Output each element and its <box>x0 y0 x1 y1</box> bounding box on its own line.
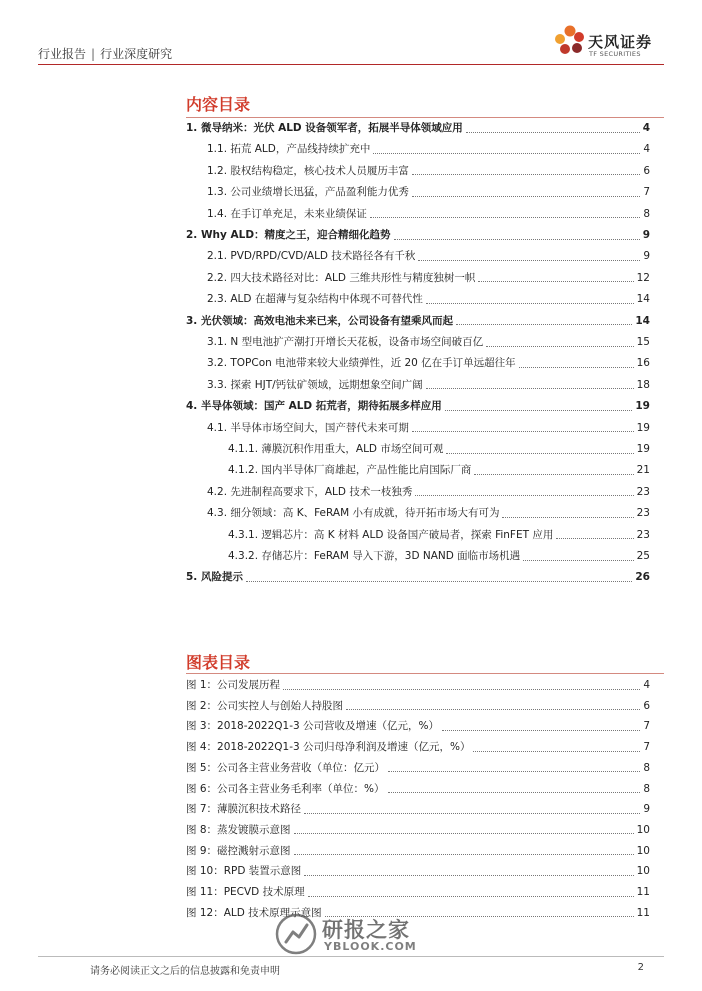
figure-entry-title: 图 9：磁控溅射示意图 <box>186 844 291 857</box>
toc-leader-dots <box>415 495 633 496</box>
figure-entry[interactable] <box>186 863 650 879</box>
toc-entry[interactable] <box>228 462 650 478</box>
figure-entry-page: 7 <box>643 741 650 754</box>
toc-entry-page: 19 <box>635 400 650 413</box>
toc-entry[interactable] <box>186 398 650 414</box>
toc-entry-title: 1.2. 股权结构稳定，核心技术人员履历丰富 <box>207 164 409 177</box>
site-watermark <box>274 912 464 958</box>
toc-entry-page: 8 <box>643 207 650 220</box>
toc-entry[interactable] <box>207 248 650 264</box>
toc-entry-page: 21 <box>636 464 650 477</box>
toc-entry-page: 23 <box>636 485 650 498</box>
toc-entry[interactable] <box>207 334 650 350</box>
figure-entry-page: 10 <box>636 823 650 836</box>
toc-leader-dots <box>446 453 633 454</box>
toc-entry[interactable] <box>207 141 650 157</box>
figure-entry-page: 4 <box>643 679 650 691</box>
toc-entry[interactable] <box>228 548 650 564</box>
figure-entry-title: 图 7：薄膜沉积技术路径 <box>186 803 302 816</box>
toc-entry[interactable] <box>207 270 650 286</box>
toc-leader-dots <box>556 538 633 539</box>
figure-entry[interactable] <box>186 698 650 714</box>
toc-entry-title: 3.3. 探索 HJT/钙钛矿领域，远期想象空间广阔 <box>207 378 423 391</box>
toc-entry-page: 25 <box>636 550 650 562</box>
footer-rule <box>38 956 664 957</box>
figure-entry[interactable] <box>186 822 650 838</box>
watermark-logo-icon <box>274 912 318 956</box>
toc-leader-dots <box>456 324 632 325</box>
figure-leader-dots <box>388 771 640 772</box>
toc-entry[interactable] <box>207 206 650 222</box>
figure-entry-page: 11 <box>636 906 650 919</box>
toc-leader-dots <box>466 132 640 133</box>
toc-entry-title: 5. 风险提示 <box>186 571 243 584</box>
toc-entry[interactable] <box>207 184 650 200</box>
toc-entry-title: 4. 半导体领域：国产 ALD 拓荒者，期待拓展多样应用 <box>186 400 442 413</box>
toc-entry[interactable] <box>186 313 650 329</box>
report-subtype-label: 行业深度研究 <box>100 47 173 61</box>
toc-leader-dots <box>412 431 634 432</box>
toc-leader-dots <box>370 217 640 218</box>
header-separator: | <box>91 47 96 61</box>
toc-entry[interactable] <box>186 227 650 243</box>
toc-leader-dots <box>394 239 640 240</box>
toc-entry-page: 4 <box>642 122 650 134</box>
toc-entry-title: 1.3. 公司业绩增长迅猛，产品盈利能力优秀 <box>207 186 409 199</box>
toc-leader-dots <box>478 281 633 282</box>
toc-entry[interactable] <box>207 377 650 393</box>
toc-entry[interactable] <box>207 484 650 500</box>
figure-entry-title: 图 12：ALD 技术原理示意图 <box>186 906 322 919</box>
toc-entry-page: 26 <box>635 571 650 584</box>
figure-entry-title: 图 3：2018-2022Q1-3 公司营收及增速（亿元，%） <box>186 720 439 733</box>
toc-entry[interactable] <box>186 569 650 585</box>
toc-entry-page: 6 <box>643 164 650 177</box>
toc-leader-dots <box>412 196 640 197</box>
figure-entry-page: 8 <box>643 782 650 795</box>
toc-entry[interactable] <box>207 163 650 179</box>
toc-leader-dots <box>426 388 634 389</box>
figure-entry-page: 10 <box>636 844 650 857</box>
figure-entry[interactable] <box>186 801 650 817</box>
toc-entry-title: 1. 微导纳米：光伏 ALD 设备领军者，拓展半导体领域应用 <box>186 122 463 134</box>
figure-leader-dots <box>304 813 640 814</box>
toc-title-rule <box>186 117 664 118</box>
toc-entry-page: 14 <box>635 314 650 327</box>
toc-entry[interactable] <box>228 527 650 543</box>
toc-entry-page: 7 <box>643 186 650 199</box>
toc-entry-title: 2.2. 四大技术路径对比：ALD 三维共形性与精度独树一帜 <box>207 271 476 284</box>
toc-entry-page: 12 <box>636 271 650 284</box>
toc-entry[interactable] <box>207 505 650 521</box>
figure-entry[interactable] <box>186 760 650 776</box>
figure-leader-dots <box>294 833 634 834</box>
figure-leader-dots <box>388 792 641 793</box>
toc-entry-title: 3. 光伏领域：高效电池未来已来，公司设备有望乘风而起 <box>186 314 453 327</box>
figure-entry-title: 图 6：公司各主营业务毛利率（单位：%） <box>186 782 385 795</box>
watermark-text: 研报之家 <box>322 918 410 942</box>
toc-entry-page: 19 <box>636 421 650 434</box>
toc-entry-title: 1.1. 拓荒 ALD，产品线持续扩充中 <box>207 143 371 156</box>
figure-entry-page: 8 <box>643 761 650 774</box>
toc-leader-dots <box>486 346 634 347</box>
figure-list-title-rule <box>186 673 664 674</box>
toc-entry-page: 23 <box>636 528 650 541</box>
toc-title: 内容目录 <box>186 95 251 114</box>
logo-flower-icon <box>552 22 588 62</box>
toc-entry-title: 4.1.1. 薄膜沉积作用重大，ALD 市场空间可观 <box>228 443 444 455</box>
toc-leader-dots <box>418 260 640 261</box>
figure-entry-title: 图 2：公司实控人与创始人持股图 <box>186 699 344 712</box>
toc-entry-page: 15 <box>636 336 650 348</box>
toc-entry-page: 18 <box>636 378 650 391</box>
toc-leader-dots <box>502 517 633 518</box>
toc-entry-page: 4 <box>643 143 650 156</box>
figure-leader-dots <box>304 875 633 876</box>
figure-entry-page: 11 <box>636 886 650 898</box>
toc-entry-page: 9 <box>643 250 650 263</box>
figure-entry[interactable] <box>186 781 650 797</box>
toc-entry[interactable] <box>228 441 650 457</box>
figure-entry[interactable] <box>186 718 650 734</box>
toc-entry[interactable] <box>207 291 650 307</box>
toc-entry-title: 4.2. 先进制程高要求下，ALD 技术一枝独秀 <box>207 485 413 498</box>
toc-entry-title: 2.3. ALD 在超薄与复杂结构中体现不可替代性 <box>207 293 423 306</box>
footer-disclaimer: 请务必阅读正文之后的信息披露和免责申明 <box>90 966 280 977</box>
figure-entry-page: 10 <box>636 865 650 878</box>
toc-leader-dots <box>474 474 633 475</box>
figure-leader-dots <box>283 689 640 690</box>
toc-entry-title: 4.3.1. 逻辑芯片：高 K 材料 ALD 设备国产破局者，探索 FinFET 应用 <box>228 528 554 541</box>
toc-leader-dots <box>523 560 633 561</box>
figure-leader-dots <box>346 709 640 710</box>
toc-entry-title: 3.1. N 型电池扩产潮打开增长天花板，设备市场空间破百亿 <box>207 336 484 348</box>
toc-entry[interactable] <box>186 120 650 136</box>
figure-entry-title: 图 11：PECVD 技术原理 <box>186 886 305 898</box>
figure-list-title: 图表目录 <box>186 653 251 672</box>
figure-entry-title: 图 5：公司各主营业务营收（单位：亿元） <box>186 761 386 774</box>
toc-entry[interactable] <box>207 355 650 371</box>
toc-leader-dots <box>445 410 633 411</box>
toc-entry-title: 2.1. PVD/RPD/CVD/ALD 技术路径各有千秋 <box>207 250 416 263</box>
watermark-url: YBLOOK.COM <box>324 940 417 953</box>
toc-entry-title: 4.3.2. 存储芯片：FeRAM 导入下游，3D NAND 面临市场机遇 <box>228 550 521 562</box>
figure-entry-page: 9 <box>643 803 650 816</box>
toc-entry-title: 1.4. 在手订单充足，未来业绩保证 <box>207 207 367 220</box>
toc-entry-title: 4.3. 细分领域：高 K、FeRAM 小有成就，待开拓市场大有可为 <box>207 507 500 520</box>
toc-leader-dots <box>519 367 634 368</box>
toc-leader-dots <box>246 581 632 582</box>
figure-leader-dots <box>308 896 634 897</box>
toc-leader-dots <box>412 174 640 175</box>
toc-leader-dots <box>426 303 634 304</box>
toc-entry-page: 19 <box>636 443 650 455</box>
figure-entry-title: 图 1：公司发展历程 <box>186 679 281 691</box>
figure-entry-page: 7 <box>643 720 650 733</box>
figure-entry[interactable] <box>186 739 650 755</box>
report-type-label: 行业报告 <box>38 47 87 61</box>
figure-leader-dots <box>294 854 634 855</box>
logo-brand-name: 天风证券 <box>588 33 653 51</box>
toc-entry-page: 14 <box>636 293 650 306</box>
figure-leader-dots <box>442 730 640 731</box>
figure-entry[interactable] <box>186 677 650 693</box>
toc-entry-page: 16 <box>636 357 650 370</box>
toc-entry-page: 23 <box>636 507 650 520</box>
toc-entry[interactable] <box>207 420 650 436</box>
figure-entry-title: 图 10：RPD 装置示意图 <box>186 865 302 878</box>
logo-brand-sub: TF SECURITIES <box>589 50 641 58</box>
figure-entry[interactable] <box>186 843 650 859</box>
figure-leader-dots <box>473 751 640 752</box>
figure-entry[interactable] <box>186 884 650 900</box>
figure-entry-title: 图 4：2018-2022Q1-3 公司归母净利润及增速（亿元，%） <box>186 741 471 754</box>
figure-entry-title: 图 8：蒸发镀膜示意图 <box>186 823 291 836</box>
toc-leader-dots <box>373 153 640 154</box>
toc-entry-title: 4.1. 半导体市场空间大，国产替代未来可期 <box>207 421 409 434</box>
toc-entry-title: 2. Why ALD：精度之王，迎合精细化趋势 <box>186 229 391 241</box>
toc-entry-title: 4.1.2. 国内半导体厂商雄起，产品性能比肩国际厂商 <box>228 464 472 477</box>
header-rule <box>38 64 664 65</box>
tf-securities-logo <box>552 22 672 62</box>
page-number: 2 <box>637 962 644 973</box>
report-category <box>38 45 172 62</box>
toc-entry-page: 9 <box>642 229 650 241</box>
toc-entry-title: 3.2. TOPCon 电池带来较大业绩弹性，近 20 亿在手订单远超往年 <box>207 357 516 370</box>
figure-entry-page: 6 <box>643 699 650 712</box>
